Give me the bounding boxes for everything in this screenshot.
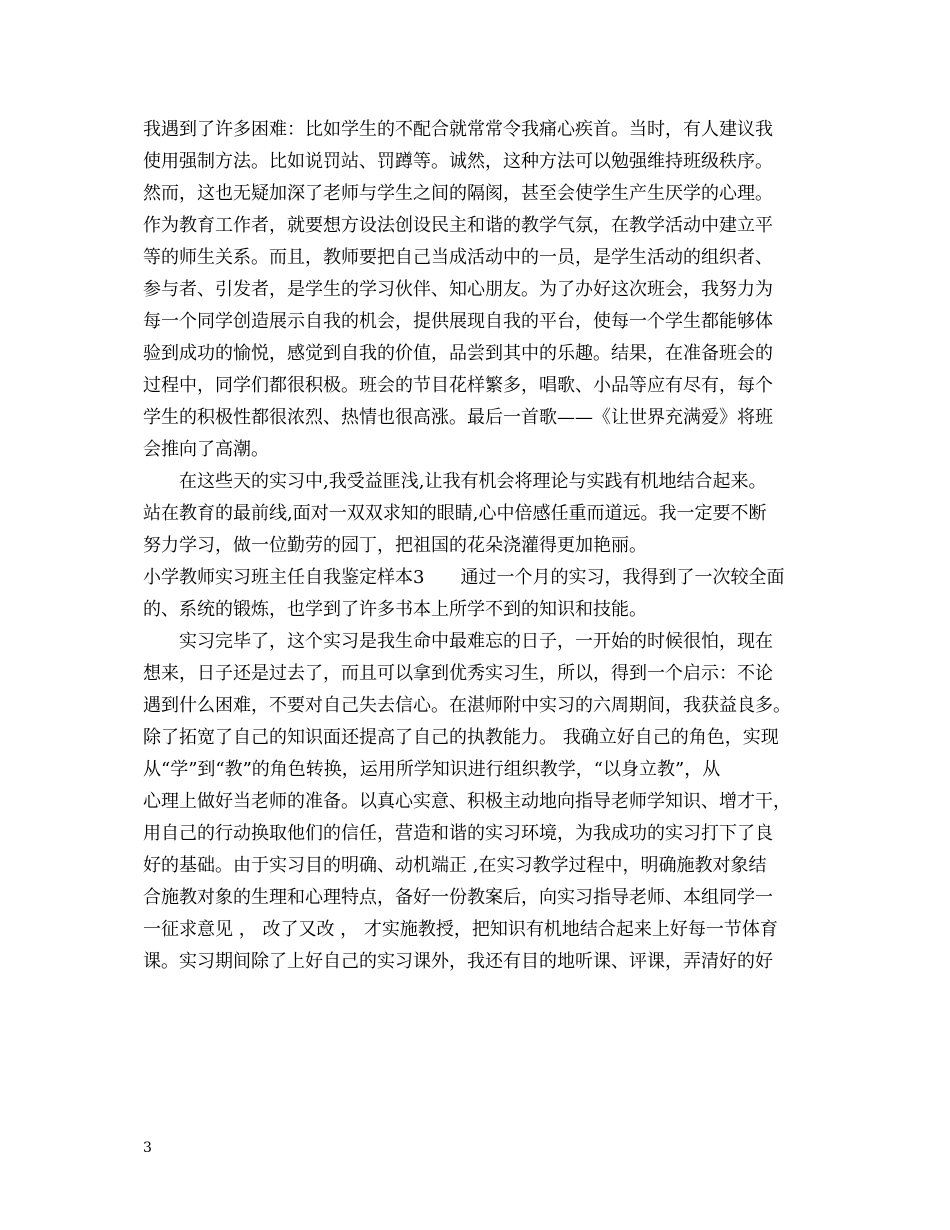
text-line: 在这些天的实习中,我受益匪浅,让我有机会将理论与实践有机地结合起来。	[143, 471, 767, 492]
text-line: 努力学习，做一位勤劳的园丁，把祖国的花朵浇灌得更加艳丽。	[143, 535, 647, 556]
text-line: 用自己的行动换取他们的信任，营造和谐的实习环境，为我成功的实习打下了良	[143, 823, 773, 844]
text-line: 我遇到了许多困难：比如学生的不配合就常常令我痛心疾首。当时，有人建议我	[143, 119, 773, 140]
text-line: 过程中，同学们都很积极。班会的节目花样繁多，唱歌、小品等应有尽有，每个	[143, 375, 773, 396]
text-line: 从“学”到“教”的角色转换，运用所学知识进行组织教学，“以身立教”，从	[143, 759, 721, 780]
text-line: 好的基础。由于实习目的明确、动机端正 ,在实习教学过程中，明确施教对象结	[143, 855, 767, 876]
text-line: 验到成功的愉悦，感觉到自我的价值，品尝到其中的乐趣。结果，在准备班会的	[143, 343, 773, 364]
text-line: 然而，这也无疑加深了老师与学生之间的隔阂，甚至会使学生产生厌学的心理。	[143, 183, 773, 204]
text-line: 每一个同学创造展示自我的机会，提供展现自我的平台，使每一个学生都能够体	[143, 311, 773, 332]
text-line: 会推向了高潮。	[143, 439, 269, 460]
text-line: 课。实习期间除了上好自己的实习课外，我还有目的地听课、评课，弄清好的好	[143, 951, 773, 972]
body-text	[143, 114, 823, 978]
text-line: 实习完毕了，这个实习是我生命中最难忘的日子，一开始的时候很怕，现在	[143, 631, 773, 652]
page-number: 3	[143, 1140, 152, 1156]
text-line: 想来，日子还是过去了，而且可以拿到优秀实习生，所以，得到一个启示：不论	[143, 663, 773, 684]
text-line: 站在教育的最前线,面对一双双求知的眼睛,心中倍感任重而道远。我一定要不断	[143, 503, 767, 524]
text-line: 合施教对象的生理和心理特点，备好一份教案后，向实习指导老师、本组同学一	[143, 887, 773, 908]
text-line: 除了拓宽了自己的知识面还提高了自己的执教能力。 我确立好自己的角色，实现	[143, 727, 779, 748]
text-line: 一征求意见 ， 改了又改 ， 才实施教授，把知识有机地结合起来上好每一节体育	[143, 919, 778, 940]
text-line: 小学教师实习班主任自我鉴定样本3 通过一个月的实习，我得到了一次较全面	[143, 567, 785, 588]
text-line: 的、系统的锻炼，也学到了许多书本上所学不到的知识和技能。	[143, 599, 647, 620]
text-line: 心理上做好当老师的准备。以真心实意、积极主动地向指导老师学知识、增才干，	[143, 791, 791, 812]
text-line: 作为教育工作者，就要想方设法创设民主和谐的教学气氛，在教学活动中建立平	[143, 215, 773, 236]
text-line: 学生的积极性都很浓烈、热情也很高涨。最后一首歌——《让世界充满爱》将班	[143, 407, 773, 428]
text-line: 等的师生关系。而且，教师要把自己当成活动中的一员，是学生活动的组织者、	[143, 247, 773, 268]
text-line: 使用强制方法。比如说罚站、罚蹲等。诚然，这种方法可以勉强维持班级秩序。	[143, 151, 773, 172]
text-line: 遇到什么困难，不要对自己失去信心。在湛师附中实习的六周期间，我获益良多。	[143, 695, 791, 716]
text-line: 参与者、引发者，是学生的学习伙伴、知心朋友。为了办好这次班会，我努力为	[143, 279, 773, 300]
